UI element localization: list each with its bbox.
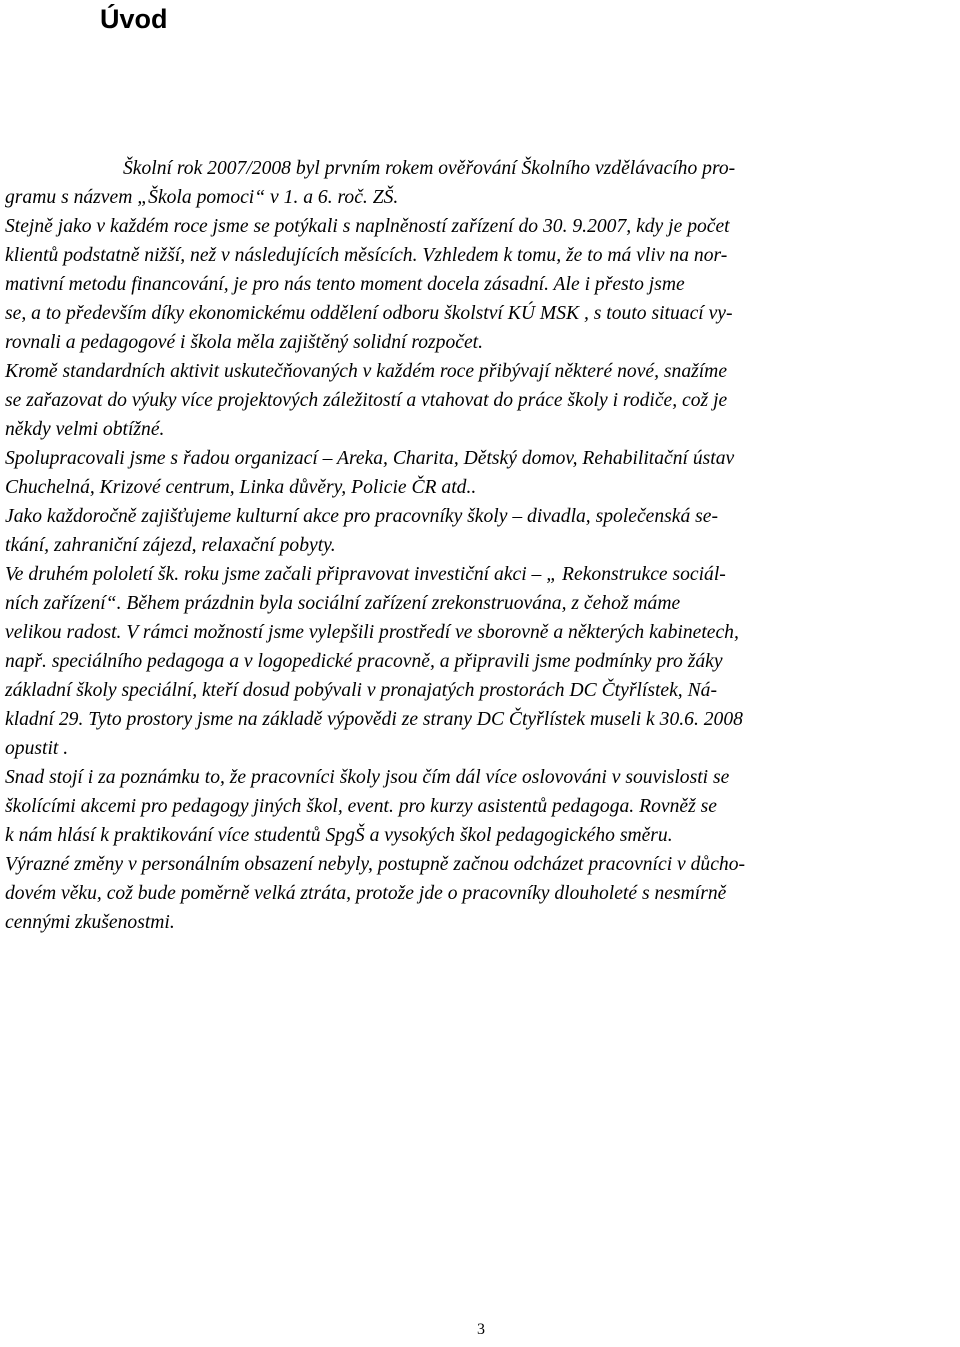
text-line: Školní rok 2007/2008 byl prvním rokem ověřování Školního vzdělávacího pro- <box>123 158 736 179</box>
text-line: Stejně jako v každém roce jsme se potýkali s naplněností zařízení do 30. 9.2007, kdy je počet <box>5 216 730 237</box>
text-line: Výrazné změny v personálním obsazení nebyly, postupně začnou odcházet pracovníci v důcho- <box>5 854 746 875</box>
text-line: Chuchelná, Krizové centrum, Linka důvěry, Policie ČR atd.. <box>5 477 477 498</box>
text-line: Spolupracovali jsme s řadou organizací – Areka, Charita, Dětský domov, Rehabilitační ústav <box>5 448 735 469</box>
text-line: cennými zkušenostmi. <box>5 912 175 933</box>
text-line: se, a to především díky ekonomickému oddělení odboru školství KÚ MSK , s touto situací vy- <box>5 303 733 324</box>
page-number: 3 <box>477 1321 485 1338</box>
text-line: kladní 29. Tyto prostory jsme na základě výpovědi ze strany DC Čtyřlístek museli k 30.6. 2008 <box>5 709 743 730</box>
text-line: Ve druhém pololetí šk. roku jsme začali připravovat investiční akci – „ Rekonstrukce sociál- <box>5 564 726 585</box>
text-line: základní školy speciální, kteří dosud pobývali v pronajatých prostorách DC Čtyřlístek, Ná- <box>5 680 717 701</box>
text-line: školícími akcemi pro pedagogy jiných škol, event. pro kurzy asistentů pedagoga. Rovněž se <box>5 796 717 817</box>
body-text <box>5 154 955 937</box>
text-line: tkání, zahraniční zájezd, relaxační pobyty. <box>5 535 336 556</box>
text-line: se zařazovat do výuky více projektových záležitostí a vtahovat do práce školy i rodiče, což je <box>5 390 728 411</box>
text-line: někdy velmi obtížné. <box>5 419 165 440</box>
text-line: dovém věku, což bude poměrně velká ztráta, protože jde o pracovníky dlouholeté s nesmírně <box>5 883 727 904</box>
text-line: k nám hlásí k praktikování více studentů SpgŠ a vysokých škol pedagogického směru. <box>5 825 673 846</box>
text-line: klientů podstatně nižší, než v následujících měsících. Vzhledem k tomu, že to má vliv na nor- <box>5 245 728 266</box>
page-title: Úvod <box>100 4 168 34</box>
text-line: Kromě standardních aktivit uskutečňovaných v každém roce přibývají některé nové, snažíme <box>5 361 728 382</box>
text-line: mativní metodu financování, je pro nás tento moment docela zásadní. Ale i přesto jsme <box>5 274 685 295</box>
text-line: velikou radost. V rámci možností jsme vylepšili prostředí ve sborovně a některých kabinetech, <box>5 622 739 643</box>
text-line: opustit . <box>5 738 69 759</box>
text-line: ních zařízení“. Během prázdnin byla sociální zařízení zrekonstruována, z čehož máme <box>5 593 681 614</box>
text-line: např. speciálního pedagoga a v logopedické pracovně, a připravili jsme podmínky pro žáky <box>5 651 723 672</box>
text-line: rovnali a pedagogové i škola měla zajištěný solidní rozpočet. <box>5 332 483 353</box>
text-line: Jako každoročně zajišťujeme kulturní akce pro pracovníky školy – divadla, společenská se- <box>5 506 719 527</box>
text-line: gramu s názvem „Škola pomoci“ v 1. a 6. roč. ZŠ. <box>5 187 399 208</box>
text-line: Snad stojí i za poznámku to, že pracovníci školy jsou čím dál více oslovováni v souvislosti se <box>5 767 730 788</box>
